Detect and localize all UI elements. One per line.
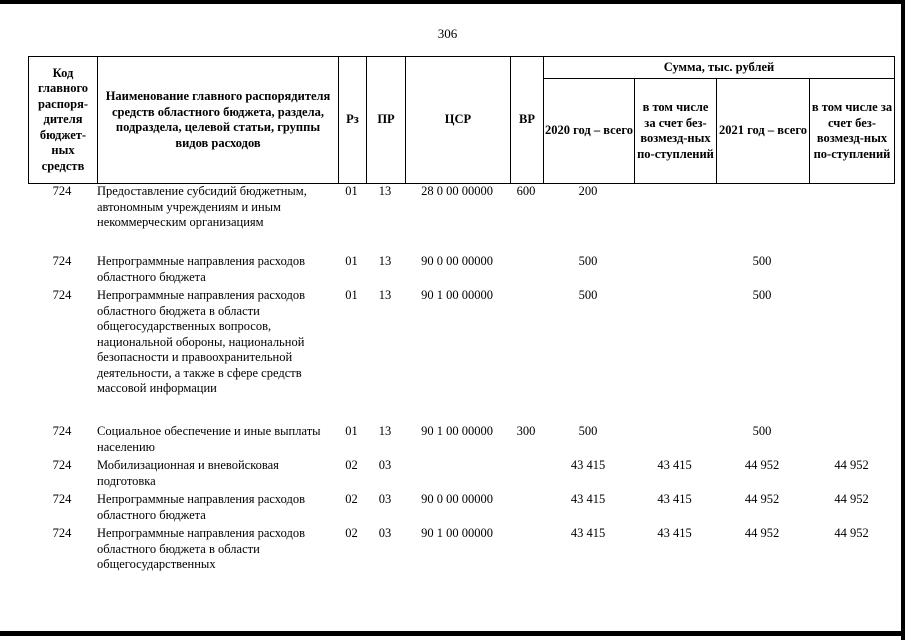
row-2021-gratuitous: 44 952	[834, 492, 869, 506]
row-pr: 13	[378, 254, 392, 268]
row-csr: 90 1 00 00000	[421, 526, 493, 540]
row-2021-total: 500	[752, 424, 772, 438]
row-vr: 300	[516, 424, 536, 438]
row-pr: 03	[378, 458, 392, 472]
row-pr: 03	[378, 492, 392, 506]
row-code: 724	[52, 526, 72, 540]
row-2021-total: 44 952	[744, 458, 780, 472]
row-2020-total: 500	[578, 254, 598, 268]
row-csr: 90 0 00 00000	[421, 492, 493, 506]
row-code: 724	[52, 424, 72, 438]
row-name: Социальное обеспечение и иные выплаты населению	[97, 424, 321, 454]
row-2020-gratuitous: 43 415	[657, 492, 692, 506]
row-code: 724	[52, 254, 72, 268]
right-border-line	[901, 0, 905, 640]
top-border-line	[0, 0, 905, 4]
row-csr: 28 0 00 00000	[421, 184, 493, 198]
row-2020-total: 500	[578, 424, 598, 438]
row-2020-total: 43 415	[570, 458, 606, 472]
row-csr: 90 0 00 00000	[421, 254, 493, 268]
header-2020-total: 2020 год – всего	[544, 79, 635, 184]
row-2020-gratuitous: 43 415	[657, 458, 692, 472]
row-name: Предоставление субсидий бюджетным, автономным учреждениям и иным некоммерческим организациям	[97, 184, 307, 229]
row-2021-total: 44 952	[744, 492, 780, 506]
header-name: Наименование главного распорядителя средств областного бюджета, раздела, подраздела, целевой статьи, группы видов расходов	[98, 57, 339, 184]
row-name: Непрограммные направления расходов областного бюджета	[97, 254, 305, 284]
row-rz: 01	[345, 288, 358, 302]
row-2020-total: 43 415	[570, 526, 606, 540]
row-pr: 13	[378, 184, 392, 198]
header-sum: Сумма, тыс. рублей	[544, 57, 895, 79]
row-name: Непрограммные направления расходов областного бюджета в области общегосударственных вопросов, национальной обороны, национальной безопасности и правоохранительной деятельности, а также в сфере средств массовой информации	[97, 288, 305, 395]
header-2021-total: 2021 год – всего	[717, 79, 810, 184]
row-2021-gratuitous: 44 952	[834, 526, 869, 540]
table-header	[28, 56, 895, 184]
header-code: Код главного распоря-дителя бюджет-ных средств	[29, 57, 98, 184]
row-vr: 600	[516, 184, 536, 198]
row-2020-gratuitous: 43 415	[657, 526, 692, 540]
row-code: 724	[52, 184, 72, 198]
row-code: 724	[52, 288, 72, 302]
header-vr: ВР	[511, 57, 544, 184]
header-csr: ЦСР	[406, 57, 511, 184]
row-rz: 02	[345, 492, 358, 506]
row-2020-total: 200	[578, 184, 598, 198]
row-csr: 90 1 00 00000	[421, 288, 493, 302]
row-csr: 90 1 00 00000	[421, 424, 493, 438]
page-number: 306	[437, 26, 458, 41]
header-pr: ПР	[367, 57, 406, 184]
row-rz: 01	[345, 184, 358, 198]
row-rz: 01	[345, 424, 358, 438]
row-2021-total: 500	[752, 288, 772, 302]
row-2021-total: 44 952	[744, 526, 780, 540]
row-name: Непрограммные направления расходов областного бюджета	[97, 492, 305, 522]
header-2020-gratuitous: в том числе за счет без-возмезд-ных по-ступлений	[635, 79, 717, 184]
header-rz: Рз	[339, 57, 367, 184]
row-code: 724	[52, 458, 72, 472]
row-pr: 13	[378, 288, 392, 302]
row-pr: 13	[378, 424, 392, 438]
row-rz: 02	[345, 526, 358, 540]
row-rz: 02	[345, 458, 358, 472]
row-name: Непрограммные направления расходов областного бюджета в области общегосударственных	[97, 526, 305, 571]
row-code: 724	[52, 492, 72, 506]
row-rz: 01	[345, 254, 358, 268]
header-2021-gratuitous: в том числе за счет без-возмезд-ных по-ступлений	[810, 79, 895, 184]
bottom-border-line	[0, 631, 905, 636]
row-name: Мобилизационная и вневойсковая подготовка	[97, 458, 279, 488]
row-2021-gratuitous: 44 952	[834, 458, 869, 472]
row-2020-total: 500	[578, 288, 598, 302]
row-2020-total: 43 415	[570, 492, 606, 506]
row-2021-total: 500	[752, 254, 772, 268]
row-pr: 03	[378, 526, 392, 540]
